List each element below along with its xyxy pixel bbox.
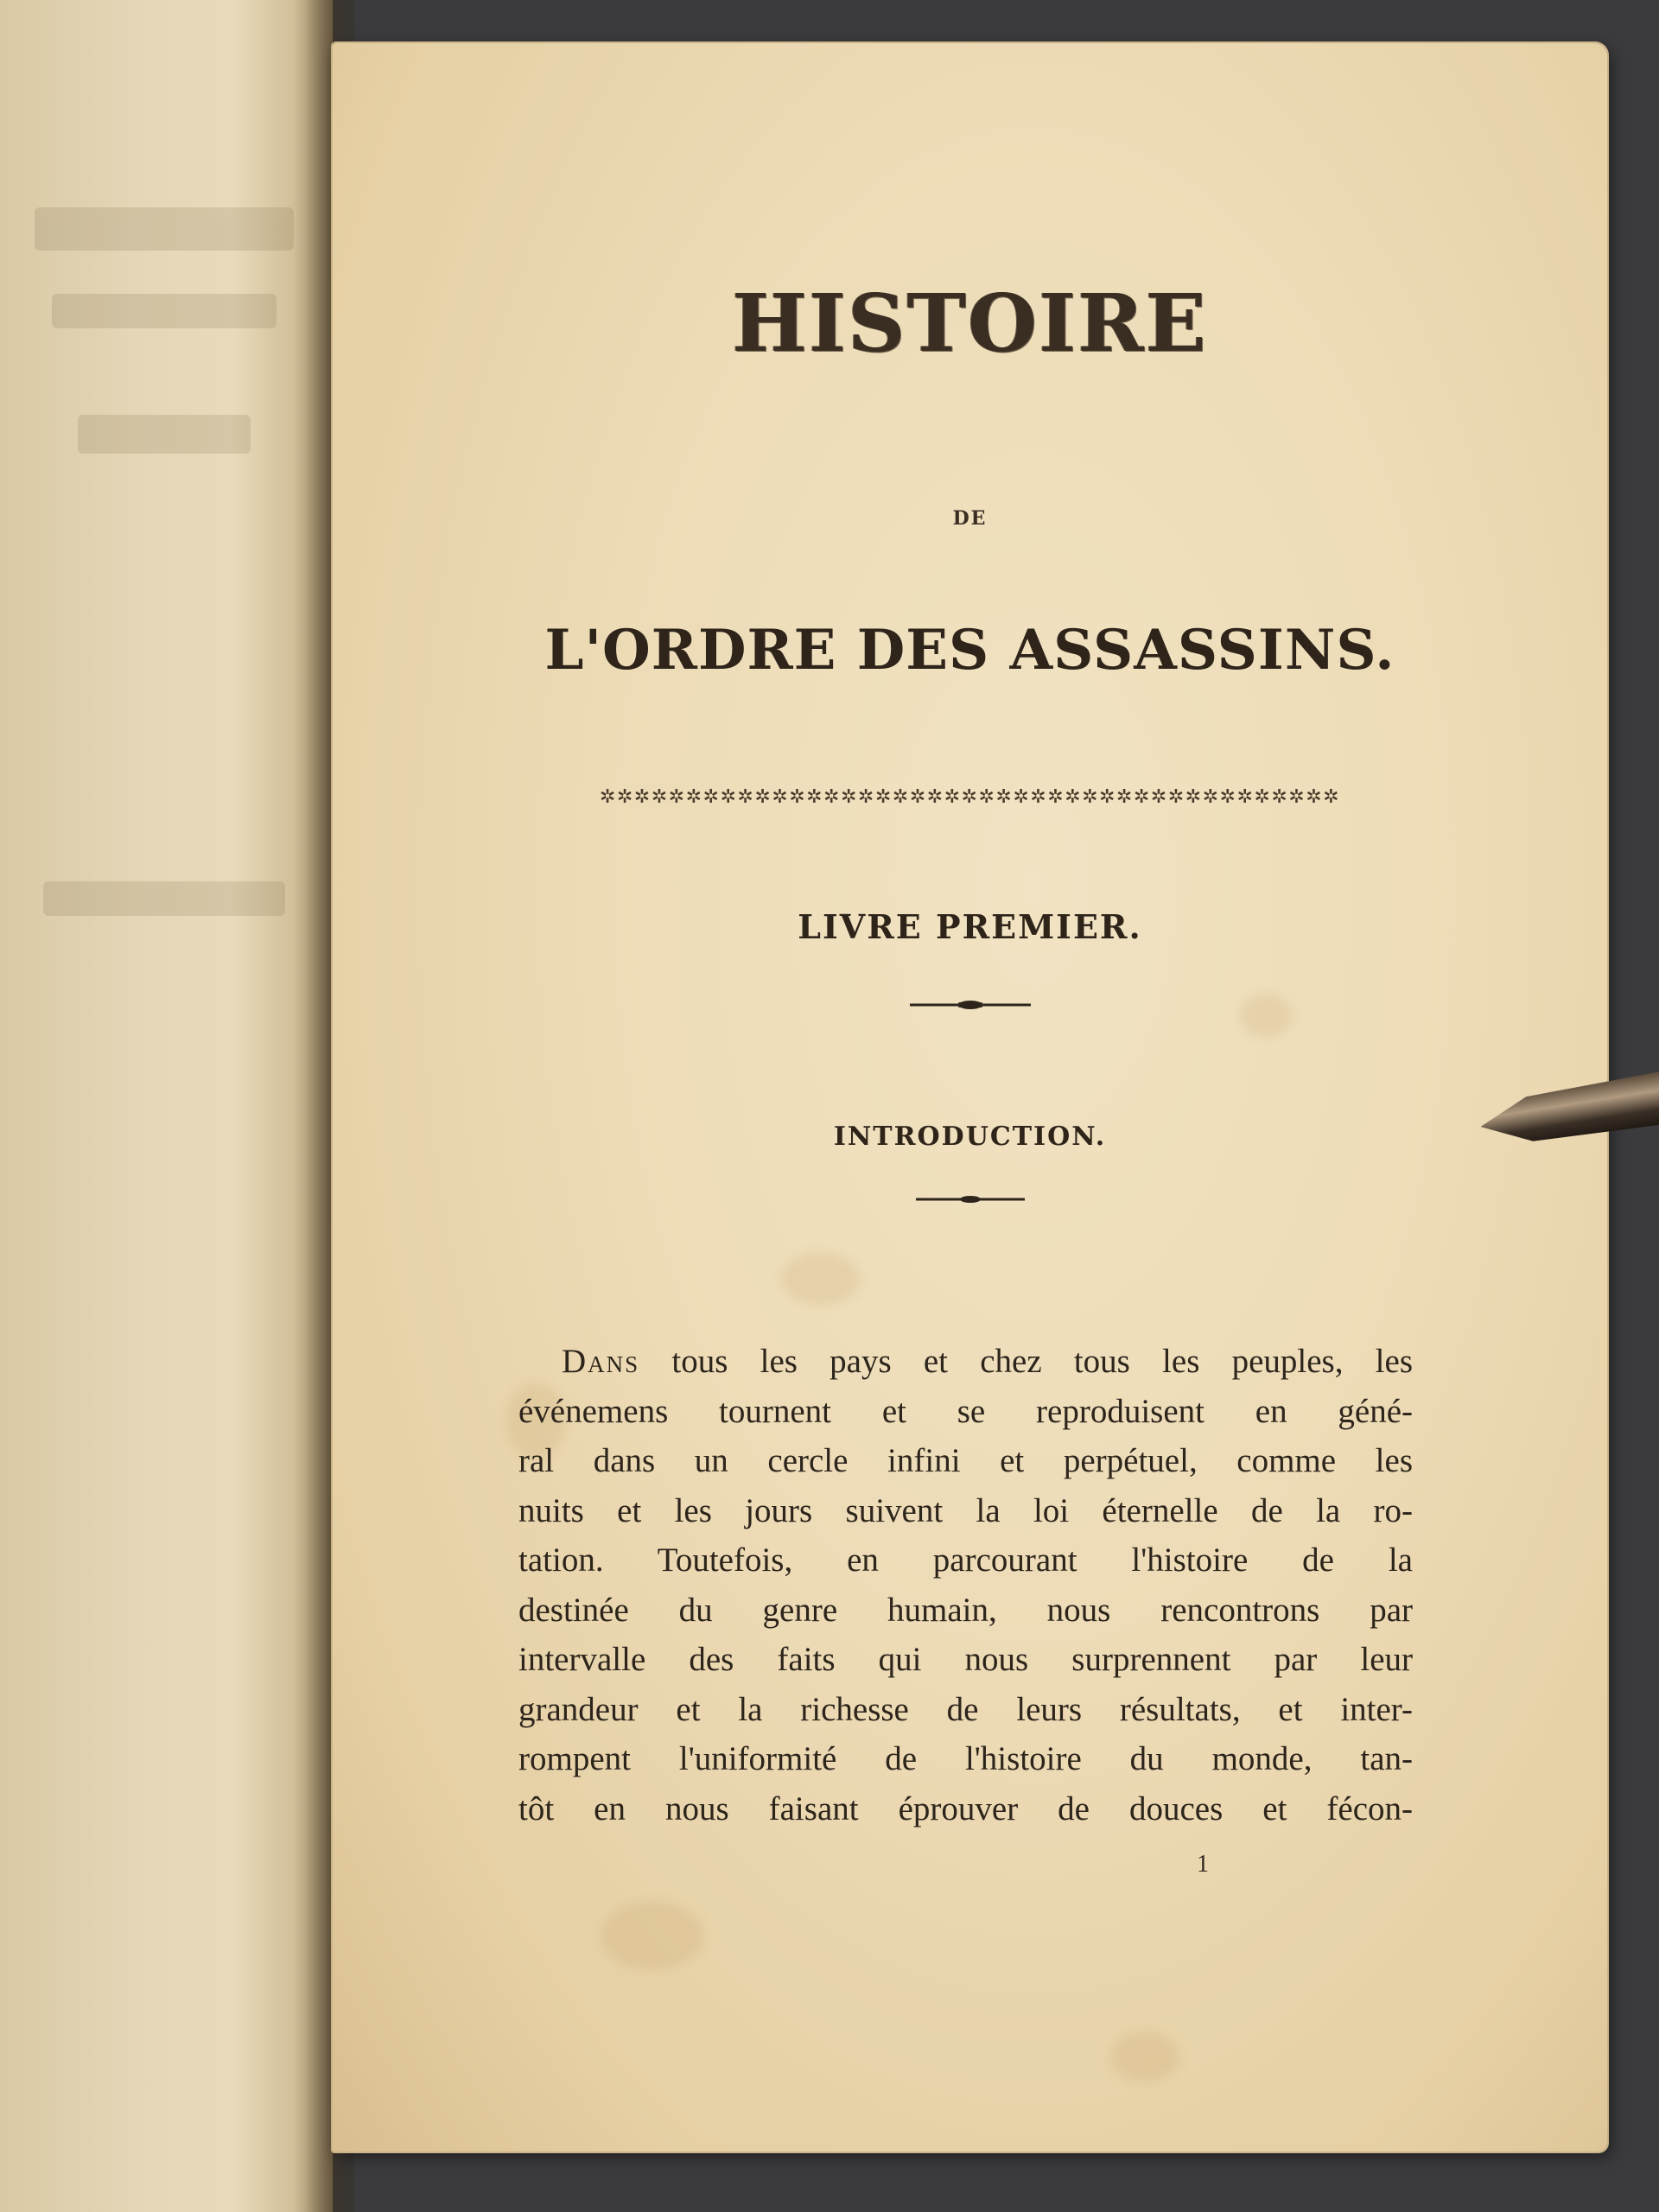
book-heading: LIVRE PREMIER.: [798, 907, 1142, 946]
first-word: Dans: [562, 1343, 640, 1380]
page-title: HISTOIRE: [732, 276, 1208, 370]
page-subtitle: L'ORDRE DES ASSASSINS.: [544, 618, 1395, 683]
section-heading: INTRODUCTION.: [833, 1122, 1107, 1152]
body-paragraph: [518, 1337, 1413, 1834]
title-connector: DE: [952, 507, 988, 530]
body-line-1: Dans tous les pays et chez tous les peuples, les: [562, 1343, 1413, 1380]
body-line-7: intervalle des faits qui nous surprennent par leur: [518, 1641, 1413, 1678]
body-line-6: destinée du genre humain, nous rencontrons par: [518, 1591, 1413, 1629]
page-number: 1: [1197, 1851, 1209, 1878]
page-content: [333, 43, 1607, 2152]
body-line-5: tation. Toutefois, en parcourant l'histoire de la: [518, 1541, 1413, 1579]
facing-page-bleed-through: [0, 0, 333, 2212]
star-rule-divider: ✲✲✲✲✲✲✲✲✲✲✲✲✲✲✲✲✲✲✲✲✲✲✲✲✲✲✲✲✲✲✲✲✲✲✲✲✲✲✲✲✲✲✲: [599, 786, 1341, 808]
body-line-3: ral dans un cercle infini et perpétuel, comme les: [518, 1442, 1413, 1479]
ornament-divider-top: [333, 996, 1607, 1014]
body-line-4: nuits et les jours suivent la loi éternelle de la ro-: [518, 1491, 1413, 1529]
ornament-divider-bottom: [333, 1191, 1607, 1208]
body-line-8: grandeur et la richesse de leurs résultats, et inter-: [518, 1690, 1413, 1728]
body-line-2: événemens tournent et se reproduisent en géné-: [518, 1392, 1413, 1430]
book-page: [333, 43, 1607, 2152]
facing-page-edge: [0, 0, 333, 2212]
body-line-10: tôt en nous faisant éprouver de douces et fécon-: [518, 1789, 1413, 1827]
body-line-9: rompent l'uniformité de l'histoire du monde, tan-: [518, 1740, 1413, 1777]
